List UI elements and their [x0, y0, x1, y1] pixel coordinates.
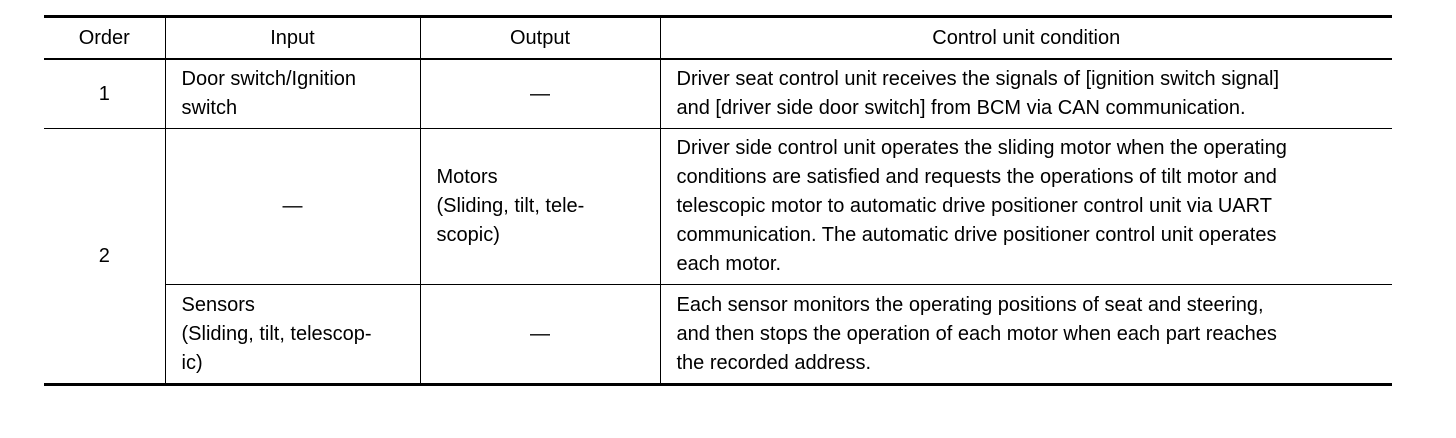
condition-cell: Driver side control unit operates the sliding motor when the operating conditions are satisfied and requests the operations of tilt motor and telescopic motor to automatic drive positioner control unit via UART communication. The automatic drive positioner control unit operates each motor. [660, 129, 1392, 285]
table-header-row [44, 17, 1392, 60]
output-cell: — [420, 59, 660, 129]
output-cell: — [420, 285, 660, 385]
condition-cell: Driver seat control unit receives the signals of [ignition switch signal] and [driver side door switch] from BCM via CAN communication. [660, 59, 1392, 129]
table-row [44, 59, 1392, 129]
header-control-unit-condition: Control unit condition [660, 17, 1392, 60]
input-cell: Door switch/Ignition switch [165, 59, 420, 129]
output-cell: Motors (Sliding, tilt, tele- scopic) [420, 129, 660, 285]
table-row [44, 129, 1392, 285]
header-order: Order [44, 17, 165, 60]
header-input: Input [165, 17, 420, 60]
table-row [44, 285, 1392, 385]
header-output: Output [420, 17, 660, 60]
order-cell: 2 [44, 129, 165, 385]
input-cell: — [165, 129, 420, 285]
control-sequence-table [44, 15, 1392, 386]
order-cell: 1 [44, 59, 165, 129]
input-cell: Sensors (Sliding, tilt, telescop- ic) [165, 285, 420, 385]
condition-cell: Each sensor monitors the operating positions of seat and steering, and then stops the operation of each motor when each part reaches the recorded address. [660, 285, 1392, 385]
